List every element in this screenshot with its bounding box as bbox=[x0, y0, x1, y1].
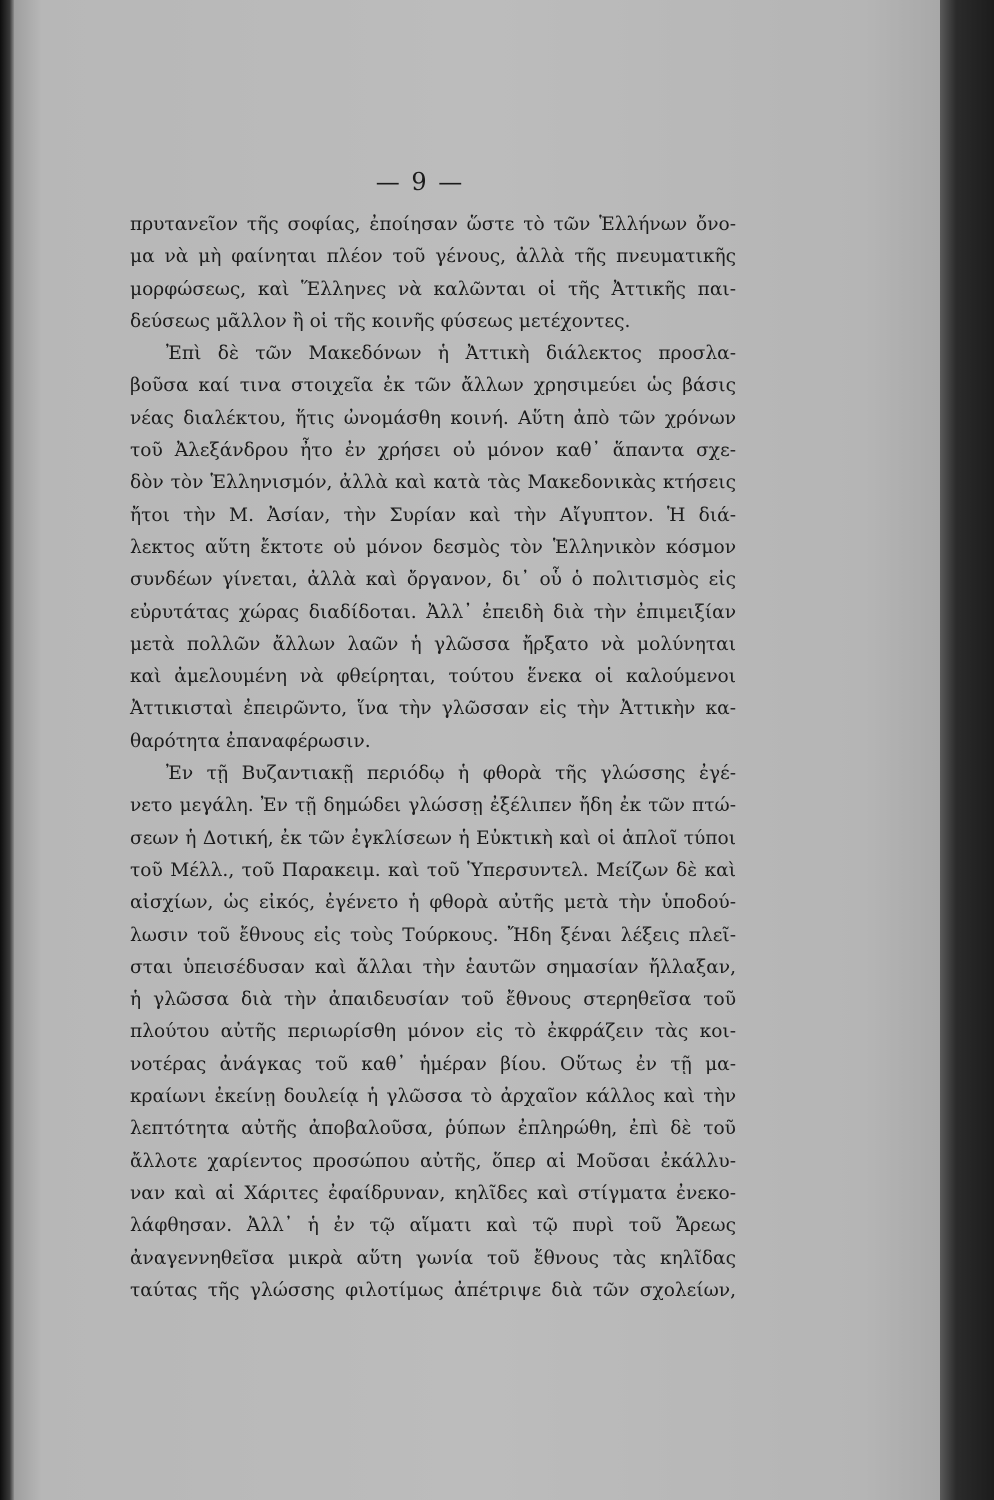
text-line: Ἐπὶ δὲ τῶν Μακεδόνων ἡ Ἀττικὴ διάλεκτος προσλα- bbox=[166, 343, 736, 365]
text-line: λωσιν τοῦ ἔθνους εἰς τοὺς Τούρκους. Ἤδη ξέναι λέξεις πλεῖ- bbox=[130, 924, 736, 946]
text-line: δεύσεως μᾶλλον ἢ οἱ τῆς κοινῆς φύσεως μετέχοντες. bbox=[130, 310, 631, 332]
text-line: ναν καὶ αἱ Χάριτες ἐφαίδρυναν, κηλῖδες καὶ στίγματα ἐνεκο- bbox=[130, 1182, 736, 1204]
text-line: ἡ γλῶσσα διὰ τὴν ἀπαιδευσίαν τοῦ ἔθνους στερηθεῖσα τοῦ bbox=[130, 989, 736, 1011]
text-line: ἤτοι τὴν Μ. Ἀσίαν, τὴν Συρίαν καὶ τὴν Αἴγυπτον. Ἡ διά- bbox=[130, 504, 736, 526]
text-line: σεων ἡ Δοτική, ἐκ τῶν ἐγκλίσεων ἡ Εὐκτικὴ καὶ οἱ ἁπλοῖ τύποι bbox=[130, 827, 736, 849]
text-line: κραίωνι ἐκείνῃ δουλείᾳ ἡ γλῶσσα τὸ ἀρχαῖον κάλλος καὶ τὴν bbox=[130, 1086, 736, 1108]
text-line: ταύτας τῆς γλώσσης φιλοτίμως ἀπέτριψε διὰ τῶν σχολείων, bbox=[130, 1279, 736, 1301]
text-line: τοῦ Μέλλ., τοῦ Παρακειμ. καὶ τοῦ Ὑπερσυντελ. Μείζων δὲ καὶ bbox=[130, 859, 736, 881]
page-number: — 9 — bbox=[375, 168, 465, 196]
text-line: λεπτότητα αὐτῆς ἀποβαλοῦσα, ῥύπων ἐπληρώθη, ἐπὶ δὲ τοῦ bbox=[130, 1118, 736, 1140]
text-line: λεκτος αὕτη ἔκτοτε οὐ μόνον δεσμὸς τὸν Ἑλληνικὸν κόσμον bbox=[130, 536, 736, 558]
binding-edge bbox=[0, 0, 14, 1500]
text-line: νετο μεγάλη. Ἐν τῇ δημώδει γλώσσῃ ἐξέλιπεν ἤδη ἐκ τῶν πτώ- bbox=[130, 795, 736, 817]
text-line: πλούτου αὐτῆς περιωρίσθη μόνον εἰς τὸ ἐκφράζειν τὰς κοι- bbox=[130, 1021, 736, 1043]
text-line: νέας διαλέκτου, ἥτις ὠνομάσθη κοινή. Αὕτη ἀπὸ τῶν χρόνων bbox=[130, 407, 736, 429]
text-line: μορφώσεως, καὶ Ἕλληνες νὰ καλῶνται οἱ τῆς Ἀττικῆς παι- bbox=[130, 278, 736, 300]
text-line: Ἐν τῇ Βυζαντιακῇ περιόδῳ ἡ φθορὰ τῆς γλώσσης ἐγέ- bbox=[166, 763, 736, 785]
text-line: δὸν τὸν Ἑλληνισμόν, ἀλλὰ καὶ κατὰ τὰς Μακεδονικὰς κτήσεις bbox=[130, 472, 736, 494]
text-line: νοτέρας ἀνάγκας τοῦ καθ᾽ ἡμέραν βίου. Οὕτως ἐν τῇ μα- bbox=[130, 1053, 736, 1075]
text-line: ἀναγεννηθεῖσα μικρὰ αὕτη γωνία τοῦ ἔθνους τὰς κηλῖδας bbox=[130, 1247, 736, 1269]
text-line: λάφθησαν. Ἀλλ᾽ ἡ ἐν τῷ αἵματι καὶ τῷ πυρὶ τοῦ Ἄρεως bbox=[130, 1215, 736, 1237]
text-line: τοῦ Ἀλεξάνδρου ἦτο ἐν χρήσει οὐ μόνον καθ᾽ ἅπαντα σχε- bbox=[130, 440, 736, 462]
text-line: αἰσχίων, ὡς εἰκός, ἐγένετο ἡ φθορὰ αὐτῆς μετὰ τὴν ὑποδού- bbox=[130, 892, 736, 914]
scan-background-right bbox=[940, 0, 994, 1500]
text-line: ἄλλοτε χαρίεντος προσώπου αὐτῆς, ὅπερ αἱ Μοῦσαι ἐκάλλυ- bbox=[130, 1150, 736, 1172]
text-line: εὐρυτάτας χώρας διαδίδοται. Ἀλλ᾽ ἐπειδὴ διὰ τὴν ἐπιμειξίαν bbox=[130, 601, 736, 623]
text-line: συνδέων γίνεται, ἀλλὰ καὶ ὄργανον, δι᾽ οὗ ὁ πολιτισμὸς εἰς bbox=[130, 569, 736, 591]
text-line: καὶ ἀμελουμένη νὰ φθείρηται, τούτου ἕνεκα οἱ καλούμενοι bbox=[130, 666, 736, 688]
text-line: βοῦσα καί τινα στοιχεῖα ἐκ τῶν ἄλλων χρησιμεύει ὡς βάσις bbox=[130, 375, 736, 397]
text-line: Ἀττικισταὶ ἐπειρῶντο, ἵνα τὴν γλῶσσαν εἰς τὴν Ἀττικὴν κα- bbox=[130, 698, 736, 720]
body-text bbox=[130, 209, 736, 1307]
text-line: μα νὰ μὴ φαίνηται πλέον τοῦ γένους, ἀλλὰ τῆς πνευματικῆς bbox=[130, 246, 736, 268]
text-line: πρυτανεῖον τῆς σοφίας, ἐποίησαν ὥστε τὸ τῶν Ἑλλήνων ὄνο- bbox=[130, 214, 736, 235]
text-line: μετὰ πολλῶν ἄλλων λαῶν ἡ γλῶσσα ἤρξατο νὰ μολύνηται bbox=[130, 633, 736, 655]
text-line: θαρότητα ἐπαναφέρωσιν. bbox=[130, 730, 371, 752]
text-line: σται ὑπεισέδυσαν καὶ ἄλλαι τὴν ἑαυτῶν σημασίαν ἤλλαξαν, bbox=[130, 956, 736, 978]
